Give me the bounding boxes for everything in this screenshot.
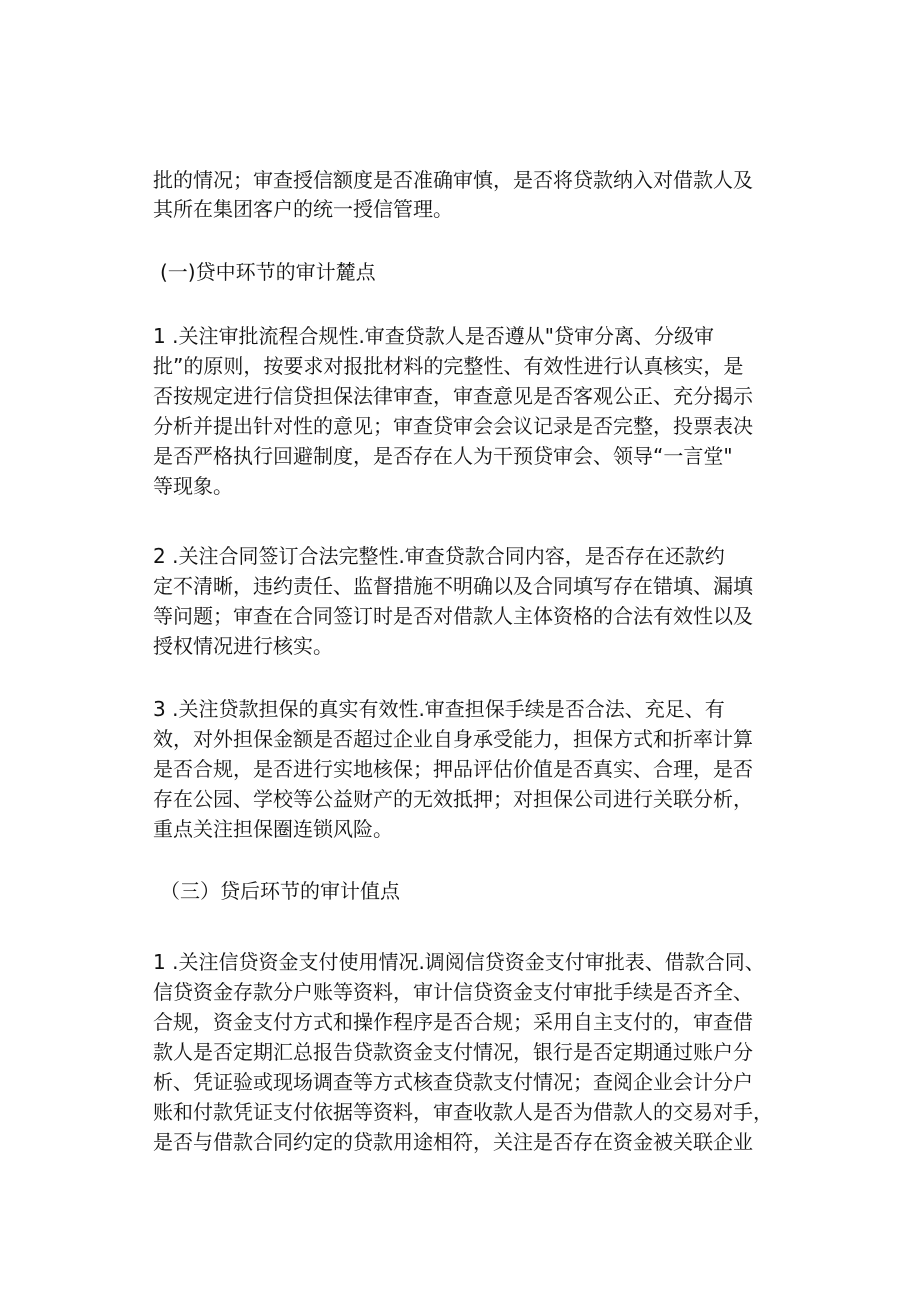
section-heading: （三）贷后环节的审计值点 bbox=[160, 879, 400, 903]
text-line: 合规，资金支付方式和操作程序是否合规；采用自主支付的，审查借 bbox=[153, 1010, 753, 1034]
text-line: 批的情况；审查授信额度是否准确审慎，是否将贷款纳入对借款人及 bbox=[153, 168, 753, 192]
text-line: 定不清晰，违约责任、监督措施不明确以及合同填写存在错填、漏填 bbox=[153, 574, 753, 598]
text-line: 分析并提出针对性的意见；审查贷审会会议记录是否完整，投票表决 bbox=[153, 414, 753, 438]
section-heading: (一)贷中环节的审计麓点 bbox=[160, 260, 376, 284]
text-line: 信贷资金存款分户账等资料，审计信贷资金支付审批手续是否齐全、 bbox=[153, 980, 753, 1004]
text-line: 1 .关注审批流程合规性.审查贷款人是否遵从"贷审分离、分级审 bbox=[153, 324, 714, 348]
text-line: 款人是否定期汇总报告贷款资金支付情况，银行是否定期通过账户分 bbox=[153, 1040, 753, 1064]
text-line: 效，对外担保金额是否超过企业自身承受能力，担保方式和折率计算 bbox=[153, 727, 753, 751]
text-line: 1 .关注信贷资金支付使用情况.调阅信贷资金支付审批表、借款合同、 bbox=[153, 950, 765, 974]
text-line: 是否合规，是否进行实地核保；押品评估价值是否真实、合理，是否 bbox=[153, 757, 753, 781]
text-line: 其所在集团客户的统一授信管理。 bbox=[153, 197, 453, 221]
text-line: 等现象。 bbox=[153, 474, 233, 498]
text-line: 3 .关注贷款担保的真实有效性.审查担保手续是否合法、充足、有 bbox=[153, 697, 725, 721]
text-line: 2 .关注合同签订合法完整性.审查贷款合同内容，是否存在还款约 bbox=[153, 544, 725, 568]
text-line: 等问题；审查在合同签订时是否对借款人主体资格的合法有效性以及 bbox=[153, 604, 753, 628]
text-line: 授权情况进行核实。 bbox=[153, 634, 333, 658]
text-line: 账和付款凭证支付依据等资料，审查收款人是否为借款人的交易对手， bbox=[153, 1100, 773, 1124]
text-line: 是否严格执行回避制度，是否存在人为干预贷审会、领导“一言堂" bbox=[153, 444, 733, 468]
text-line: 批”的原则，按要求对报批材料的完整性、有效性进行认真核实，是 bbox=[153, 354, 744, 378]
text-line: 析、凭证验或现场调查等方式核查贷款支付情况；查阅企业会计分户 bbox=[153, 1070, 753, 1094]
text-line: 否按规定进行信贷担保法律审查，审查意见是否客观公正、充分揭示 bbox=[153, 384, 753, 408]
text-line: 是否与借款合同约定的贷款用途相符，关注是否存在资金被关联企业 bbox=[153, 1130, 753, 1154]
text-line: 重点关注担保圈连锁风险。 bbox=[153, 817, 393, 841]
text-line: 存在公园、学校等公益财产的无效抵押；对担保公司进行关联分析， bbox=[153, 787, 753, 811]
